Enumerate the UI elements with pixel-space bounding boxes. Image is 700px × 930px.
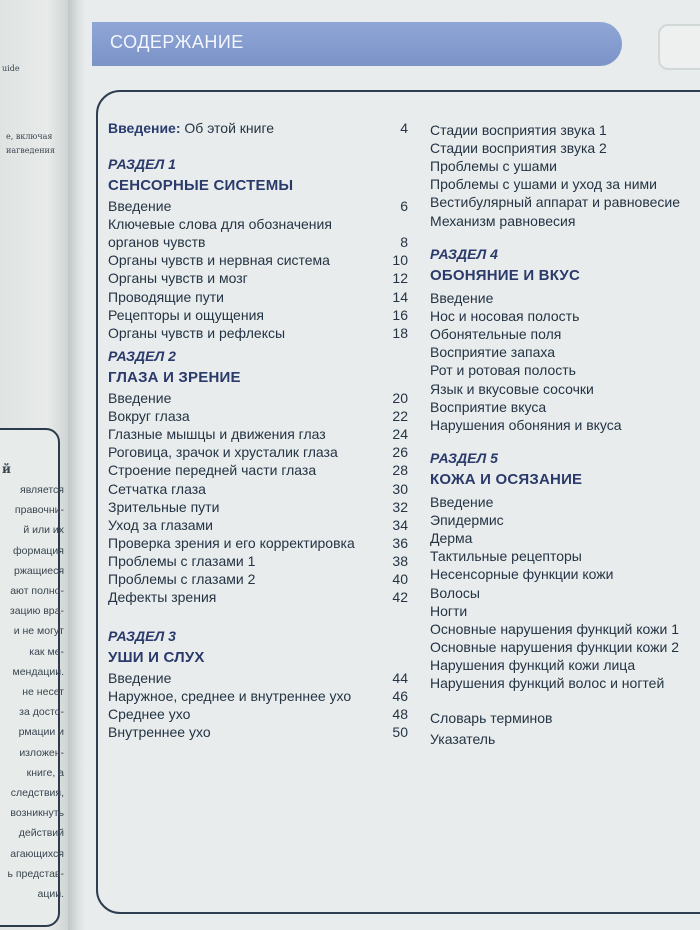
toc-entry-text: Рот и ротовая полость	[430, 362, 576, 379]
toc-entry-text: Рецепторы и ощущения	[108, 306, 264, 323]
toc-intro-text: Об этой книге	[184, 120, 275, 136]
left-page-note-line: мендации.	[12, 665, 64, 678]
toc-entry-text: Уход за глазами	[108, 516, 213, 533]
left-page	[0, 0, 68, 930]
toc-page-number: 26	[392, 444, 408, 461]
toc-entry-text: Роговица, зрачок и хрусталик глаза	[108, 444, 338, 461]
left-page-note-line: следствия,	[10, 787, 64, 799]
left-page-note-line: й или их	[23, 524, 64, 537]
toc-entry-text: Глазные мышцы и движения глаз	[108, 426, 326, 443]
left-page-note-line: как ме-	[29, 645, 64, 658]
toc-entry-text: Нарушения функций волос и ногтей	[430, 675, 665, 691]
section-label: РАЗДЕЛ 4	[430, 246, 498, 262]
toc-page-number: 16	[392, 306, 408, 323]
toc-entry-text: Введение	[108, 670, 172, 686]
toc-entry-text: Строение передней части глаза	[108, 462, 317, 479]
toc-entry-text: Стадии восприятия звука 1	[430, 122, 607, 138]
toc-entry-text: Дерма	[430, 530, 473, 547]
toc-page-number: 42	[392, 589, 408, 606]
toc-entry-text: Волосы	[430, 584, 480, 601]
left-page-note-line: возникнуть	[10, 807, 64, 820]
toc-entry-text: Проверка зрения и его корректировка	[108, 534, 355, 551]
section-title: ГЛАЗА И ЗРЕНИЕ	[108, 369, 241, 386]
toc-page-number: 44	[392, 670, 408, 686]
toc-page-number: 6	[400, 198, 408, 214]
left-page-note-line: является	[20, 484, 64, 496]
toc-entry-text: Язык и вкусовые сосочки	[430, 380, 594, 397]
toc-page-number: 22	[392, 408, 408, 425]
left-page-note-line: агающихся	[10, 847, 64, 860]
toc-page-number: 36	[392, 534, 408, 551]
toc-entry-text: Зрительные пути	[108, 498, 220, 515]
toc-entry-text: Проблемы с глазами 2	[108, 571, 256, 587]
book-gutter	[68, 0, 86, 930]
section-label: РАЗДЕЛ 2	[108, 348, 176, 364]
toc-entry-text: Нарушения функций кожи лица	[430, 656, 636, 673]
left-page-note-line: ают полно-	[10, 585, 64, 597]
left-page-note-line: ржащиеся	[14, 564, 64, 577]
toc-entry-text: Вестибулярный аппарат и равновесие	[430, 194, 681, 211]
toc-entry-text: Словарь терминов	[430, 710, 553, 726]
toc-entry-text: Органы чувств и рефлексы	[108, 324, 286, 341]
left-page-note-line: ации.	[37, 888, 64, 900]
toc-page-number: 46	[392, 688, 408, 705]
header-tab-decoration	[658, 24, 700, 70]
left-page-snippet: uide	[2, 64, 20, 73]
toc-entry-text: Ключевые слова для обозначения	[108, 216, 332, 233]
left-page-note-line: ь представ-	[7, 867, 64, 880]
toc-page-number: 20	[392, 390, 408, 406]
toc-entry-text: Проблемы с глазами 1	[108, 552, 256, 569]
toc-entry-text: Наружное, среднее и внутреннее ухо	[108, 688, 352, 705]
toc-entry-text: Вокруг глаза	[108, 408, 190, 425]
toc-page-number: 8	[400, 234, 408, 251]
toc-intro-label: Введение:	[108, 120, 185, 136]
toc-entry-text: Проводящие пути	[108, 288, 224, 305]
toc-page-number: 32	[392, 498, 408, 515]
toc-entry-text: Нос и носовая полость	[430, 308, 580, 325]
section-title: СЕНСОРНЫЕ СИСТЕМЫ	[108, 177, 294, 194]
toc-page-number: 34	[392, 516, 408, 533]
toc-entry-text: Среднее ухо	[108, 706, 191, 723]
toc-entry-text: Внутреннее ухо	[108, 724, 211, 741]
toc-entry-text: Органы чувств и мозг	[108, 270, 248, 287]
toc-page-number: 48	[392, 706, 408, 723]
toc-entry-text: Ногти	[430, 602, 468, 619]
toc-page-number: 10	[392, 252, 408, 269]
toc-entry-text: Сетчатка глаза	[108, 480, 206, 497]
left-page-note-line: книге, а	[26, 766, 64, 779]
toc-page-number: 38	[392, 552, 408, 569]
left-page-note-mark: й	[2, 462, 11, 476]
toc-entry-text: Введение	[430, 494, 494, 510]
toc-entry-text: Нарушения обоняния и вкуса	[430, 416, 622, 433]
toc-page-number: 12	[392, 270, 408, 287]
toc-page-number: 30	[392, 480, 408, 497]
left-page-note-line: формация	[13, 544, 64, 557]
toc-page-number: 18	[392, 324, 408, 341]
toc-entry-text: Стадии восприятия звука 2	[430, 140, 607, 157]
section-title: КОЖА И ОСЯЗАНИЕ	[430, 471, 583, 488]
toc-entry-text: Восприятие запаха	[430, 344, 556, 361]
toc-entry-text: органов чувств	[108, 234, 206, 251]
left-page-note-line: правочни-	[14, 504, 64, 517]
toc-entry-text: Введение	[108, 390, 172, 406]
left-page-note-line: действий	[18, 827, 64, 840]
left-page-note-line: рмации и	[18, 726, 64, 739]
toc-page-number: 28	[392, 462, 408, 479]
left-page-snippet: е, включая	[6, 132, 53, 141]
page-title: СОДЕРЖАНИЕ	[110, 32, 244, 52]
left-page-note-line: не несет	[22, 686, 64, 698]
toc-entry-text: Обонятельные поля	[430, 326, 562, 343]
section-title: УШИ И СЛУХ	[108, 649, 205, 666]
toc-entry-text: Органы чувств и нервная система	[108, 252, 330, 269]
section-title: ОБОНЯНИЕ И ВКУС	[430, 267, 580, 284]
toc-entry-text: Проблемы с ушами	[430, 158, 557, 175]
toc-entry-text: Эпидермис	[430, 512, 504, 529]
toc-entry-text: Введение	[430, 290, 494, 306]
toc-entry-text: Тактильные рецепторы	[430, 548, 582, 565]
left-page-note-line: изложен-	[19, 746, 64, 759]
left-page-snippet: иагведения	[6, 146, 55, 155]
left-page-note-line: за досто-	[19, 706, 64, 719]
section-label: РАЗДЕЛ 1	[108, 156, 176, 172]
toc-page-number: 40	[392, 571, 408, 587]
section-label: РАЗДЕЛ 3	[108, 628, 176, 644]
toc-entry-text: Несенсорные функции кожи	[430, 566, 614, 583]
toc-page-number: 14	[392, 288, 408, 305]
section-label: РАЗДЕЛ 5	[430, 450, 498, 466]
toc-entry-text: Проблемы с ушами и уход за ними	[430, 176, 657, 193]
toc-entry-text: Механизм равновесия	[430, 212, 576, 229]
left-page-note-line: зацию вра-	[9, 605, 64, 618]
toc-entry-text: Основные нарушения функций кожи 1	[430, 620, 680, 637]
toc-entry-text: Указатель	[430, 731, 496, 747]
left-page-note-line: и не могут	[13, 625, 64, 638]
header-bar	[92, 22, 622, 66]
toc-page-number: 4	[400, 120, 408, 136]
toc-entry-text	[108, 120, 274, 137]
toc-entry-text: Восприятие вкуса	[430, 398, 547, 415]
toc-entry-text: Основные нарушения функции кожи 2	[430, 638, 680, 655]
toc-entry-text: Введение	[108, 198, 172, 214]
toc-page-number: 24	[392, 426, 408, 443]
toc-entry-text: Дефекты зрения	[108, 589, 217, 606]
toc-page-number: 50	[392, 724, 408, 741]
